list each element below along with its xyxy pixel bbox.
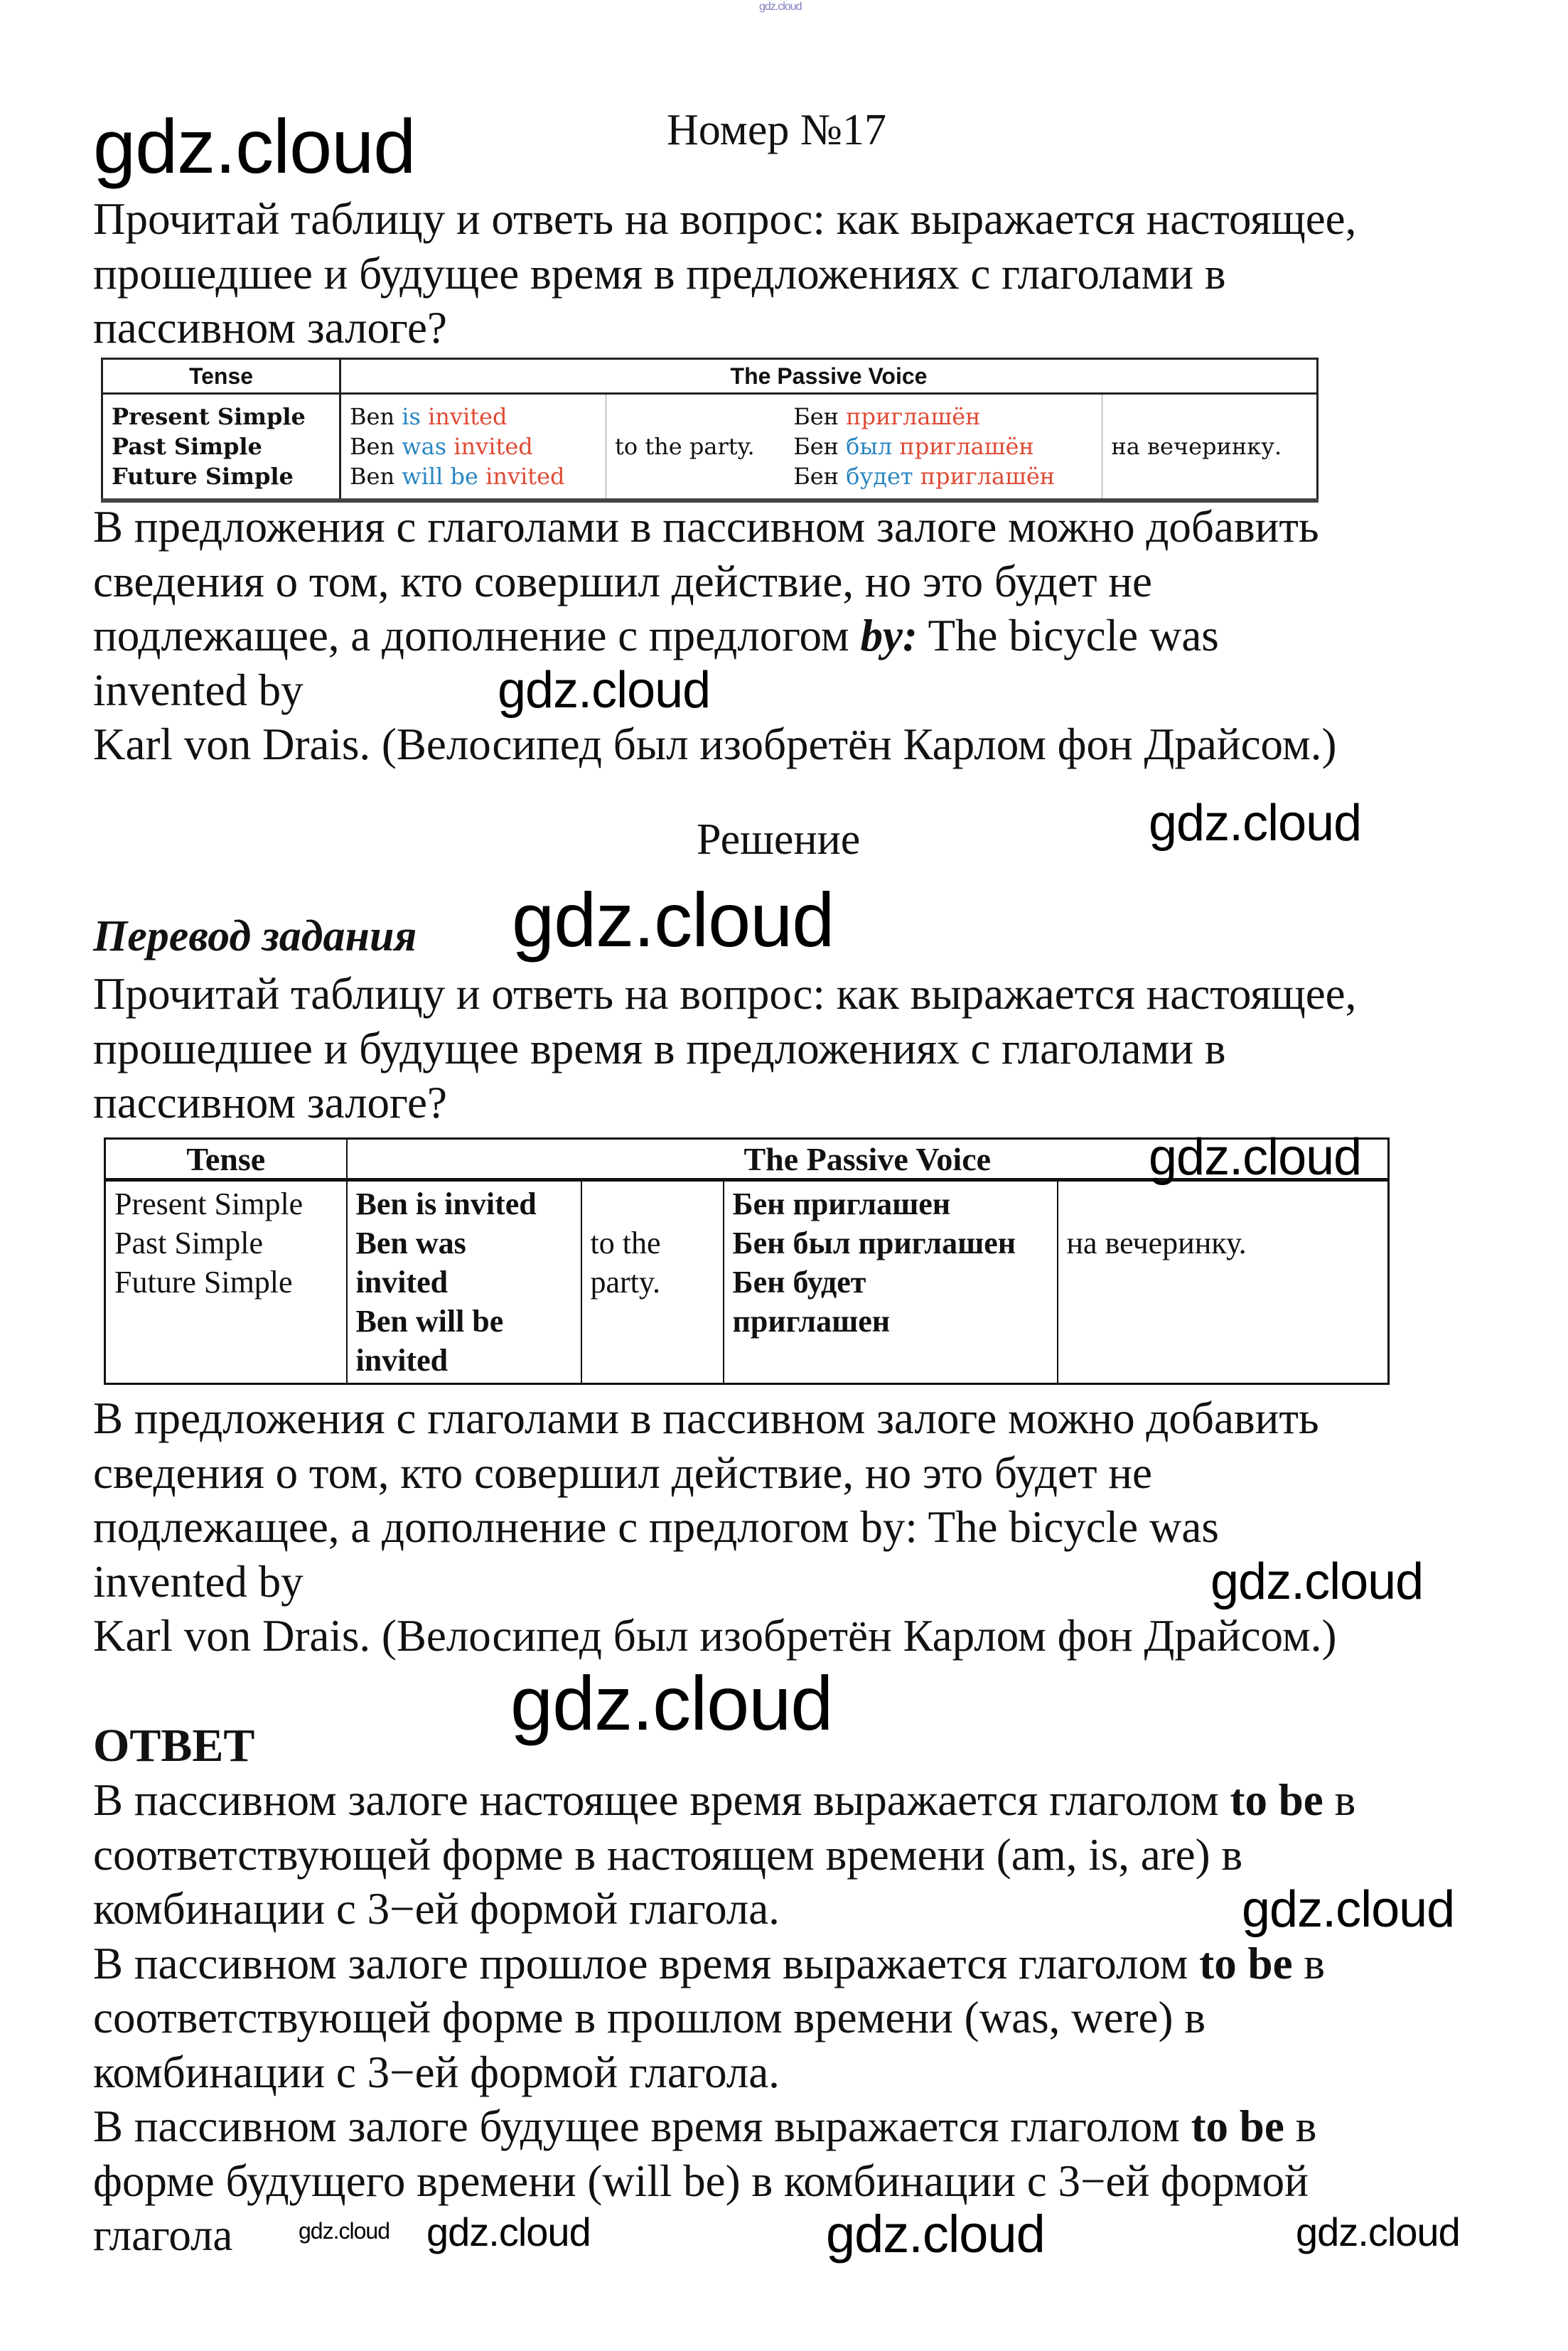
english-tail xyxy=(581,1180,724,1384)
task-translation-text xyxy=(93,967,1356,1130)
text-line xyxy=(93,663,1336,718)
text-segment: Прочитай таблицу и ответь на вопрос: как выражается настоящее, xyxy=(93,969,1357,1019)
text-segment: to be xyxy=(1199,1938,1293,1988)
text-segment: глагола xyxy=(93,2210,233,2260)
form-word: invited xyxy=(428,403,508,430)
text-segment: Karl von Drais. (Велосипед был изобретён Карлом фон Драйсом.) xyxy=(93,1611,1337,1661)
text-line xyxy=(93,2099,1355,2154)
text-segment: в xyxy=(1284,2101,1317,2151)
tense-past: Past Simple xyxy=(112,433,262,460)
text-line xyxy=(93,2045,1355,2100)
note-translation-text xyxy=(93,1391,1336,1664)
watermark: gdz.cloud xyxy=(1242,1881,1455,1938)
text-line xyxy=(93,1391,1336,1446)
text-segment: подлежащее, а дополнение с предлогом xyxy=(93,611,861,660)
tense-list xyxy=(105,1180,347,1384)
watermark: gdz.cloud xyxy=(512,877,834,963)
watermark: gdz.cloud xyxy=(299,2218,390,2244)
text-segment: прошедшее и будущее время в предложениях с глаголами в xyxy=(93,248,1226,299)
form-word: will be xyxy=(402,463,486,490)
english-forms xyxy=(340,394,606,501)
text-line xyxy=(93,192,1356,247)
task-text xyxy=(93,192,1356,355)
form-word: invited xyxy=(453,433,533,460)
header-passive-voice: The Passive Voice xyxy=(347,1139,1389,1180)
tense-past: Past Simple xyxy=(114,1226,264,1260)
note-text xyxy=(93,500,1336,772)
form-line xyxy=(350,461,597,491)
form-line xyxy=(793,461,1093,491)
tense-future: Future Simple xyxy=(112,463,294,490)
solution-heading: Решение xyxy=(697,815,861,864)
form-line xyxy=(793,432,1093,461)
english-tail: to the party. xyxy=(615,433,755,460)
watermark: gdz.cloud xyxy=(1149,795,1362,852)
watermark: gdz.cloud xyxy=(1296,2210,1460,2254)
watermark: gdz.cloud xyxy=(759,1,802,13)
text-line xyxy=(93,609,1336,663)
text-segment: пассивном залоге? xyxy=(93,303,447,353)
form-word: приглашён xyxy=(899,433,1034,460)
tense-future: Future Simple xyxy=(114,1265,293,1300)
english-tail-line: to the xyxy=(590,1226,661,1260)
answer-text xyxy=(93,1773,1355,2263)
text-segment: в xyxy=(1292,1938,1326,1988)
form-word: Бен xyxy=(793,463,847,490)
form-word: был xyxy=(846,433,900,460)
text-segment: Karl von Drais. (Велосипед был изобретён Карлом фон Драйсом.) xyxy=(93,719,1337,769)
text-segment: by: xyxy=(860,611,918,660)
tense-list xyxy=(102,394,340,501)
text-segment: сведения о том, кто совершил действие, но это будет не xyxy=(93,556,1152,606)
text-segment: invented by xyxy=(93,665,304,715)
text-segment: В предложения с глаголами в пассивном залоге можно добавить xyxy=(93,1393,1319,1443)
form-word: invited xyxy=(485,463,565,490)
english-line: Ben was xyxy=(355,1226,466,1260)
text-segment: комбинации с 3−ей формой глагола. xyxy=(93,1884,780,1934)
text-line xyxy=(93,1991,1355,2045)
text-line xyxy=(93,1882,1355,1937)
form-line xyxy=(350,432,597,461)
text-segment: подлежащее, а дополнение с предлогом by: The bicycle was xyxy=(93,1502,1219,1552)
text-line xyxy=(93,1937,1355,1991)
english-line: invited xyxy=(355,1343,449,1378)
text-line xyxy=(93,247,1356,301)
russian-tail xyxy=(1058,1180,1389,1384)
text-line xyxy=(93,1446,1336,1501)
text-segment: сведения о том, кто совершил действие, но это будет не xyxy=(93,1447,1152,1498)
translation-heading: Перевод задания xyxy=(93,912,417,960)
english-tail-line: party. xyxy=(590,1265,661,1300)
text-segment: соответствующей форме в настоящем времени (am, is, are) в xyxy=(93,1829,1243,1880)
text-line xyxy=(93,967,1356,1022)
form-word: приглашён xyxy=(846,403,981,430)
watermark: gdz.cloud xyxy=(826,2205,1045,2264)
form-word: Ben xyxy=(350,433,402,460)
form-word: Ben xyxy=(350,463,402,490)
russian-forms xyxy=(785,394,1102,501)
watermark: gdz.cloud xyxy=(1210,1553,1424,1610)
form-word: Бен xyxy=(793,433,847,460)
russian-line: Бен был приглашен xyxy=(732,1226,1016,1260)
text-line xyxy=(93,1555,1336,1610)
english-line: Ben is invited xyxy=(355,1187,537,1221)
passive-voice-table-original xyxy=(101,358,1319,503)
text-line xyxy=(93,1022,1356,1076)
form-word: будет xyxy=(846,463,920,490)
form-word: is xyxy=(402,403,429,430)
russian-tail-line: на вечеринку. xyxy=(1066,1226,1247,1260)
text-segment: пассивном залоге? xyxy=(93,1078,447,1128)
header-passive-voice: The Passive Voice xyxy=(340,359,1318,394)
text-segment: прошедшее и будущее время в предложениях с глаголами в xyxy=(93,1023,1226,1073)
text-line xyxy=(93,1609,1336,1664)
russian-tail: на вечеринку. xyxy=(1111,433,1282,460)
form-word: Бен xyxy=(793,403,847,430)
text-segment: to be xyxy=(1191,2101,1284,2151)
answer-heading: ОТВЕТ xyxy=(93,1720,255,1772)
text-line xyxy=(93,1500,1336,1555)
text-line xyxy=(93,1076,1356,1130)
russian-forms xyxy=(724,1180,1058,1384)
text-segment: соответствующей форме в прошлом времени (was, were) в xyxy=(93,1993,1205,2042)
watermark: gdz.cloud xyxy=(498,662,711,719)
form-word: приглашён xyxy=(920,463,1056,490)
form-line xyxy=(350,402,597,432)
english-line: invited xyxy=(355,1265,449,1300)
text-line xyxy=(93,717,1336,772)
text-segment: В пассивном залоге будущее время выражается глаголом xyxy=(93,2101,1191,2151)
text-line xyxy=(93,500,1336,555)
tense-present: Present Simple xyxy=(114,1187,304,1221)
tense-present: Present Simple xyxy=(112,403,306,430)
english-forms xyxy=(347,1180,581,1384)
header-tense: Tense xyxy=(105,1139,347,1180)
text-line xyxy=(93,555,1336,609)
text-segment: В предложения с глаголами в пассивном залоге можно добавить xyxy=(93,502,1319,552)
text-segment: invented by xyxy=(93,1556,304,1607)
russian-line: Бен приглашен xyxy=(732,1187,951,1221)
text-line xyxy=(93,2205,1355,2264)
text-line xyxy=(93,2154,1355,2209)
watermark: gdz.cloud xyxy=(510,1660,833,1746)
form-word: was xyxy=(402,433,454,460)
text-segment: to be xyxy=(1230,1775,1323,1825)
watermark: gdz.cloud xyxy=(426,2210,591,2254)
english-line: Ben will be xyxy=(355,1304,504,1339)
text-segment: В пассивном залоге настоящее время выражается глаголом xyxy=(93,1775,1230,1825)
text-segment: Прочитай таблицу и ответь на вопрос: как выражается настоящее, xyxy=(93,194,1357,244)
watermark: gdz.cloud xyxy=(1149,1129,1362,1186)
text-segment: в xyxy=(1323,1775,1356,1825)
text-segment: форме будущего времени (will be) в комбинации с 3−ей формой xyxy=(93,2155,1309,2206)
text-line xyxy=(93,1828,1355,1883)
form-line xyxy=(793,402,1093,432)
text-segment: комбинации с 3−ей формой глагола. xyxy=(93,2047,780,2097)
text-segment: The bicycle was xyxy=(917,611,1219,660)
russian-line: Бен будет xyxy=(732,1265,866,1300)
text-line xyxy=(93,301,1356,355)
russian-line: приглашен xyxy=(732,1304,891,1339)
text-line xyxy=(93,1773,1355,1828)
text-segment: В пассивном залоге прошлое время выражается глаголом xyxy=(93,1938,1200,1988)
page-title: Номер №17 xyxy=(667,106,887,154)
form-word: Ben xyxy=(350,403,402,430)
watermark: gdz.cloud xyxy=(93,103,416,189)
header-tense: Tense xyxy=(102,359,340,394)
